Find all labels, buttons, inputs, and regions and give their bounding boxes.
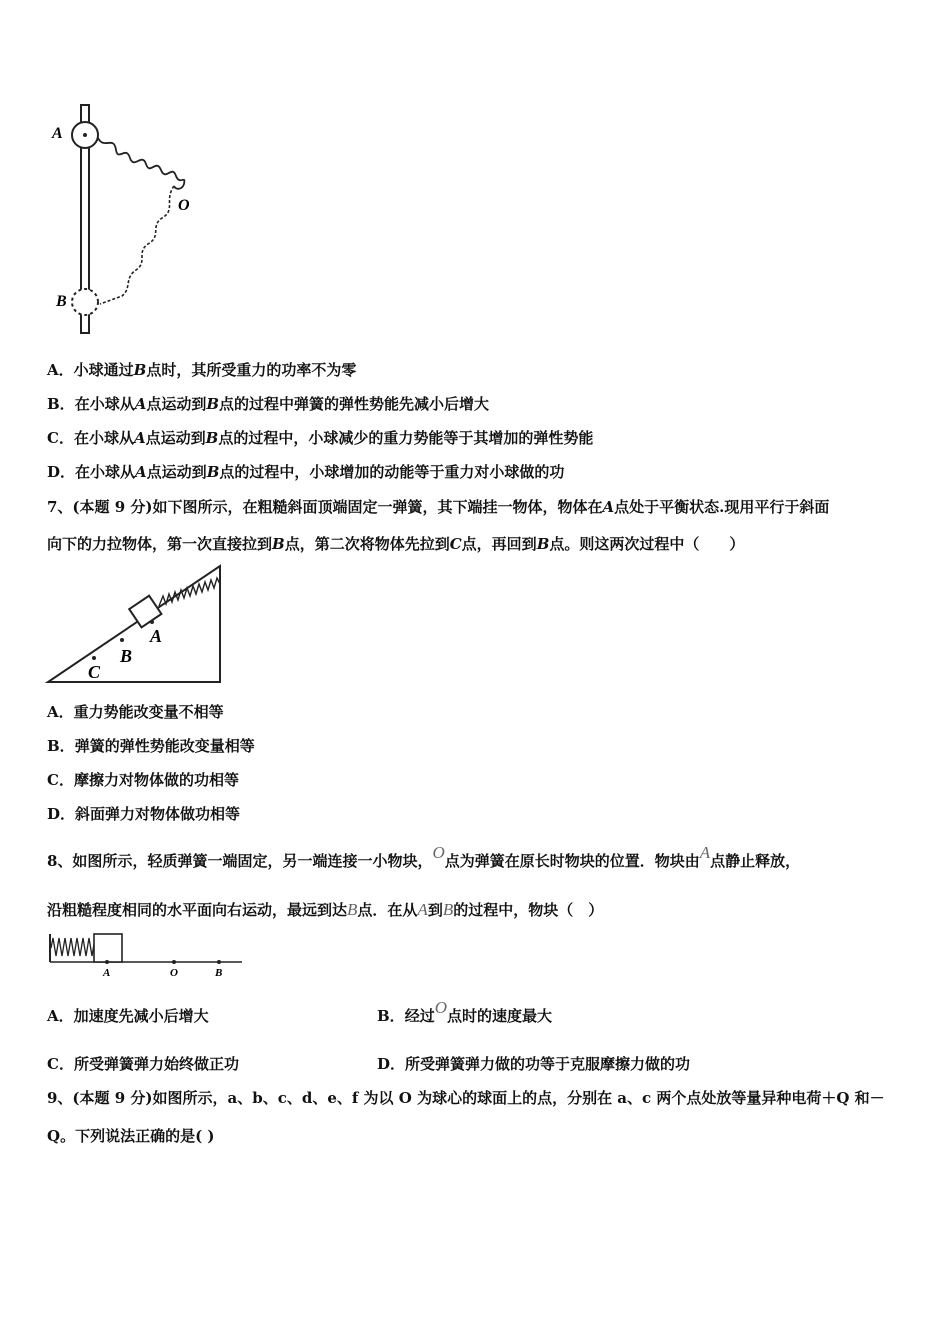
q6-option-c[interactable]: C．在小球从A点运动到B点的过程中，小球减少的重力势能等于其增加的弹性势能 <box>47 429 594 447</box>
q7-label-c: C <box>88 662 101 682</box>
q8-label-b: B <box>215 967 223 979</box>
q8-option-b[interactable]: B．经过O点时的速度最大 <box>377 998 552 1025</box>
q8-label-a: A <box>103 967 111 979</box>
q7-option-c[interactable]: C．摩擦力对物体做的功相等 <box>47 771 239 789</box>
q8-stem-line2: 沿粗糙程度相同的水平面向右运动，最远到达B点．在从A到B的过程中，物块（ ） <box>47 900 604 919</box>
q6-option-a[interactable]: A．小球通过B点时，其所受重力的功率不为零 <box>47 361 357 379</box>
q6-option-b[interactable]: B．在小球从A点运动到B点的过程中弹簧的弹性势能先减小后增大 <box>47 395 490 413</box>
q8-option-d[interactable]: D．所受弹簧弹力做的功等于克服摩擦力做的功 <box>377 1055 691 1073</box>
q6-label-b: B <box>56 293 67 310</box>
q7-option-a[interactable]: A．重力势能改变量不相等 <box>47 703 224 721</box>
q7-stem-line2: 向下的力拉物体，第一次直接拉到B点，第二次将物体先拉到C点，再回到B点。则这两次过程中（ ） <box>47 535 745 553</box>
q9-stem-line1: 9、(本题 9 分)如图所示，a、b、c、d、e、f 为以 O 为球心的球面上的点，分别在 a、c 两个点处放等量异种电荷＋Q 和－ <box>47 1089 885 1107</box>
q8-stem-line1: 8、如图所示，轻质弹簧一端固定，另一端连接一小物块，O点为弹簧在原长时物块的位置．物块由A点静止释放， <box>47 843 801 870</box>
q7-label-a: A <box>150 626 163 646</box>
q7-stem-line1: 7、(本题 9 分)如下图所示，在粗糙斜面顶端固定一弹簧，其下端挂一物体，物体在A点处于平衡状态.现用平行于斜面 <box>47 498 830 516</box>
q8-label-o: O <box>170 967 178 979</box>
q8-option-a[interactable]: A．加速度先减小后增大 <box>47 1007 209 1025</box>
q6-option-d[interactable]: D．在小球从A点运动到B点的过程中，小球增加的动能等于重力对小球做的功 <box>47 463 565 481</box>
q7-label-b: B <box>120 646 133 666</box>
q6-figure <box>44 100 204 340</box>
q8-figure <box>46 928 246 980</box>
q6-label-a: A <box>52 125 63 142</box>
q9-stem-line2: Q。下列说法正确的是( ) <box>47 1127 215 1145</box>
q7-option-d[interactable]: D．斜面弹力对物体做功相等 <box>47 805 241 823</box>
q7-figure <box>44 560 234 690</box>
q6-label-o: O <box>178 197 190 214</box>
q7-option-b[interactable]: B．弹簧的弹性势能改变量相等 <box>47 737 255 755</box>
q8-option-c[interactable]: C．所受弹簧弹力始终做正功 <box>47 1055 239 1073</box>
